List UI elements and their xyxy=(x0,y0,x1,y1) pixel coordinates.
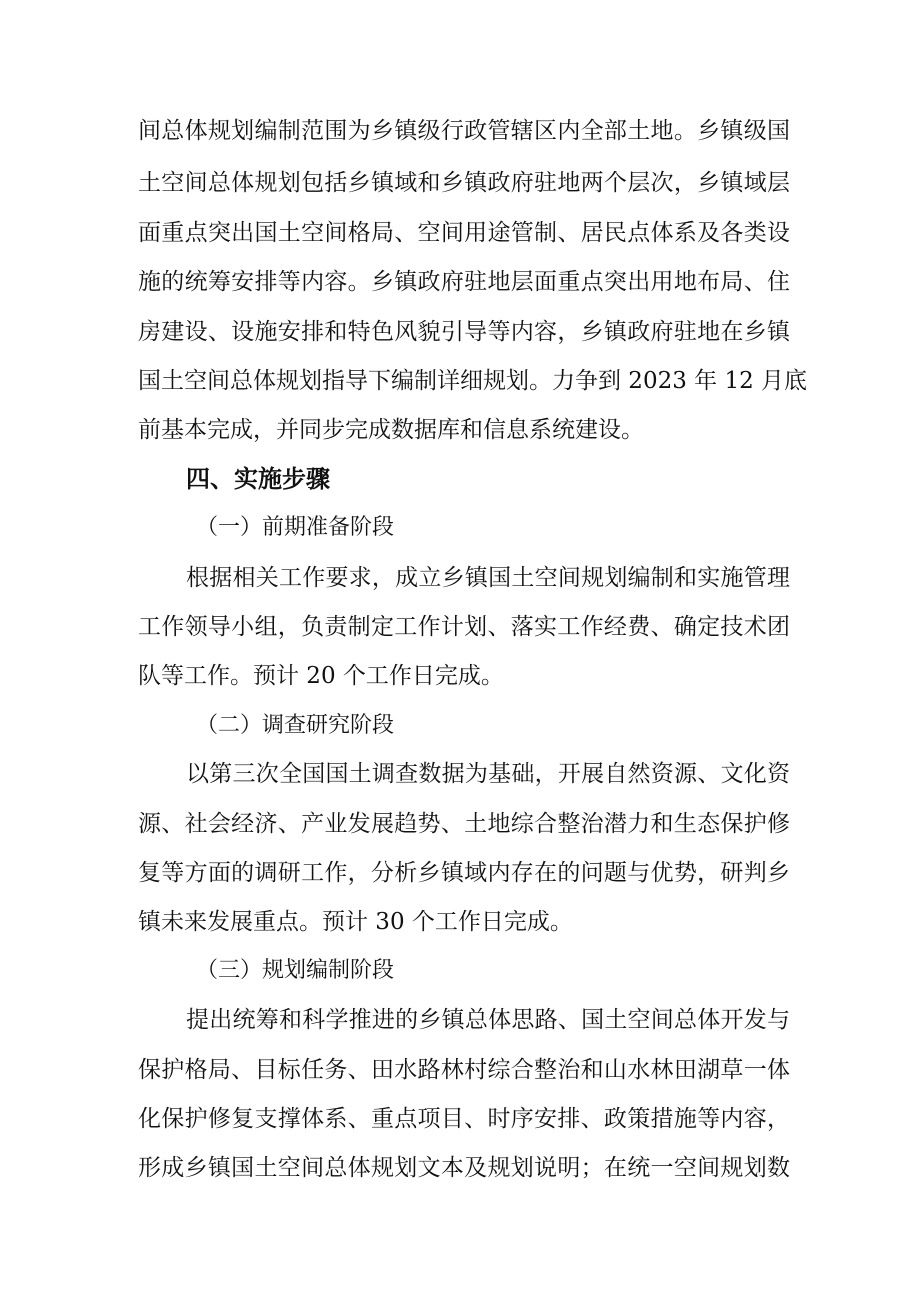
intro-line: 间总体规划编制范围为乡镇级行政管辖区内全部土地。乡镇级国 xyxy=(138,118,790,144)
intro-line: 前基本完成，并同步完成数据库和信息系统建设。 xyxy=(138,417,644,443)
intro-line: 土空间总体规划包括乡镇域和乡镇政府驻地两个层次，乡镇域层 xyxy=(138,170,790,196)
intro-line: 施的统筹安排等内容。乡镇政府驻地层面重点突出用地布局、住 xyxy=(138,269,790,295)
paragraph-line: 保护格局、目标任务、田水路林村综合整治和山水林田湖草一体 xyxy=(138,1057,790,1083)
subsection-heading: （二）调查研究阶段 xyxy=(196,713,395,738)
paragraph-line: 化保护修复支撑体系、重点项目、时序安排、政策措施等内容， xyxy=(138,1106,790,1132)
paragraph-line: 工作领导小组，负责制定工作计划、落实工作经费、确定技术团 xyxy=(138,614,790,640)
paragraph-line: 形成乡镇国土空间总体规划文本及规划说明；在统一空间规划数 xyxy=(138,1155,790,1181)
paragraph-line: 以第三次全国国土调查数据为基础，开展自然资源、文化资 xyxy=(186,761,790,787)
paragraph-line: 队等工作。预计 20 个工作日完成。 xyxy=(138,663,504,689)
paragraph-line: 源、社会经济、产业发展趋势、土地综合整治潜力和生态保护修 xyxy=(138,811,790,837)
intro-line: 国土空间总体规划指导下编制详细规划。力争到 2023 年 12 月底 xyxy=(138,368,808,394)
paragraph-line: 提出统筹和科学推进的乡镇总体思路、国土空间总体开发与 xyxy=(186,1007,790,1033)
intro-line: 面重点突出国土空间格局、空间用途管制、居民点体系及各类设 xyxy=(138,220,790,246)
paragraph-line: 复等方面的调研工作，分析乡镇域内存在的问题与优势，研判乡 xyxy=(138,860,790,886)
paragraph-line: 根据相关工作要求，成立乡镇国土空间规划编制和实施管理 xyxy=(186,565,790,591)
paragraph-line: 镇未来发展重点。预计 30 个工作日完成。 xyxy=(138,909,573,935)
section-heading: 四、实施步骤 xyxy=(186,465,330,493)
intro-line: 房建设、设施安排和特色风貌引导等内容，乡镇政府驻地在乡镇 xyxy=(138,319,790,345)
subsection-heading: （三）规划编制阶段 xyxy=(196,958,395,983)
subsection-heading: （一）前期准备阶段 xyxy=(196,515,395,540)
